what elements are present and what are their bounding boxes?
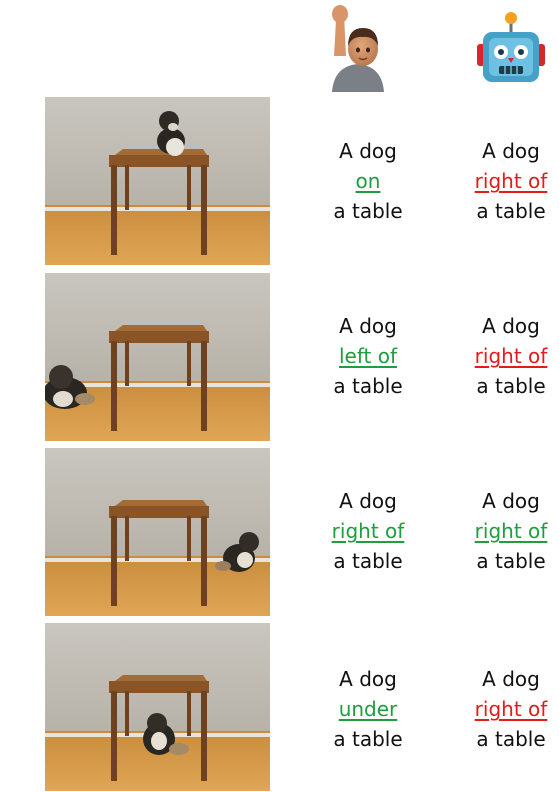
caption-relation: on xyxy=(355,169,381,193)
caption-prefix: A dog xyxy=(482,667,540,691)
scene-photo-dog-under-table xyxy=(45,623,270,791)
caption-prefix: A dog xyxy=(339,489,397,513)
human-caption-row-3 xyxy=(313,486,423,576)
caption-prefix: A dog xyxy=(482,139,540,163)
scene-photo-dog-right-of-table xyxy=(45,448,270,616)
caption-prefix: A dog xyxy=(482,489,540,513)
human-caption-row-1 xyxy=(313,136,423,226)
caption-prefix: A dog xyxy=(339,139,397,163)
caption-suffix: a table xyxy=(476,374,546,398)
model-caption-row-2 xyxy=(456,311,559,401)
person-raising-hand-icon xyxy=(328,4,388,98)
caption-prefix: A dog xyxy=(339,314,397,338)
caption-suffix: a table xyxy=(333,199,403,223)
model-caption-row-1 xyxy=(456,136,559,226)
caption-suffix: a table xyxy=(476,727,546,751)
caption-suffix: a table xyxy=(333,374,403,398)
caption-suffix: a table xyxy=(333,549,403,573)
model-caption-row-4 xyxy=(456,664,559,754)
robot-face-icon xyxy=(475,4,547,98)
caption-relation: left of xyxy=(338,344,398,368)
caption-relation: under xyxy=(338,697,398,721)
caption-suffix: a table xyxy=(333,727,403,751)
caption-relation: right of xyxy=(331,519,405,543)
scene-photo-dog-left-of-table xyxy=(45,273,270,441)
caption-suffix: a table xyxy=(476,199,546,223)
caption-relation: right of xyxy=(474,344,548,368)
scene-photo-dog-on-table xyxy=(45,97,270,265)
human-caption-row-2 xyxy=(313,311,423,401)
caption-relation: right of xyxy=(474,697,548,721)
caption-relation: right of xyxy=(474,519,548,543)
caption-prefix: A dog xyxy=(482,314,540,338)
human-caption-row-4 xyxy=(313,664,423,754)
caption-suffix: a table xyxy=(476,549,546,573)
caption-relation: right of xyxy=(474,169,548,193)
model-caption-row-3 xyxy=(456,486,559,576)
caption-prefix: A dog xyxy=(339,667,397,691)
